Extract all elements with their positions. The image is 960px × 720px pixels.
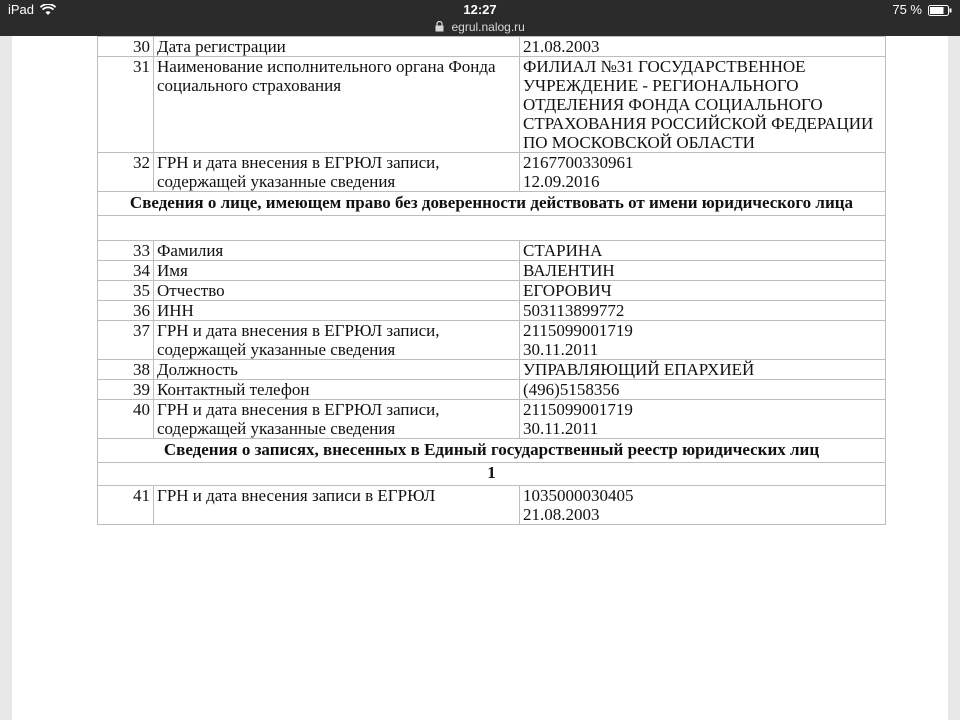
row-number: 39 bbox=[98, 380, 154, 400]
page-margin-right bbox=[948, 36, 960, 720]
table-row bbox=[98, 37, 886, 57]
grn-number: 2115099001719 bbox=[523, 400, 633, 419]
field-value bbox=[520, 400, 886, 439]
field-value: УПРАВЛЯЮЩИЙ ЕПАРХИЕЙ bbox=[520, 360, 886, 380]
table-row bbox=[98, 153, 886, 192]
field-name: ГРН и дата внесения в ЕГРЮЛ записи, содержащей указанные сведения bbox=[154, 400, 520, 439]
field-name: ИНН bbox=[154, 301, 520, 321]
clock: 12:27 bbox=[463, 2, 497, 17]
section-title-person: Сведения о лице, имеющем право без доверенности действовать от имени юридического лица bbox=[98, 192, 886, 216]
battery-percent: 75 % bbox=[892, 2, 922, 17]
field-name: ГРН и дата внесения записи в ЕГРЮЛ bbox=[154, 486, 520, 525]
row-number: 33 bbox=[98, 241, 154, 261]
blank-row bbox=[98, 216, 886, 241]
record-index-row bbox=[98, 463, 886, 486]
field-value bbox=[520, 321, 886, 360]
field-name: ГРН и дата внесения в ЕГРЮЛ записи, содержащей указанные сведения bbox=[154, 153, 520, 192]
address-bar[interactable] bbox=[0, 20, 960, 36]
field-name: Должность bbox=[154, 360, 520, 380]
field-value bbox=[520, 486, 886, 525]
field-name: Имя bbox=[154, 261, 520, 281]
field-name: Дата регистрации bbox=[154, 37, 520, 57]
lock-icon bbox=[435, 21, 444, 35]
row-number: 41 bbox=[98, 486, 154, 525]
field-name: Отчество bbox=[154, 281, 520, 301]
section-header bbox=[98, 439, 886, 463]
status-bar bbox=[0, 0, 960, 20]
row-number: 32 bbox=[98, 153, 154, 192]
url-text: egrul.nalog.ru bbox=[451, 20, 525, 34]
field-value: 503113899772 bbox=[520, 301, 886, 321]
grn-number: 2115099001719 bbox=[523, 321, 633, 340]
table-row bbox=[98, 57, 886, 153]
field-name: Наименование исполнительного органа Фонда социального страхования bbox=[154, 57, 520, 153]
field-value: ФИЛИАЛ №31 ГОСУДАРСТВЕННОЕ УЧРЕЖДЕНИЕ - РЕГИОНАЛЬНОГО ОТДЕЛЕНИЯ ФОНДА СОЦИАЛЬНОГО СТРАХОВАНИЯ РОССИЙСКОЙ ФЕДЕРАЦИИ ПО МОСКОВСКОЙ ОБЛАСТИ bbox=[520, 57, 886, 153]
field-value: 21.08.2003 bbox=[520, 37, 886, 57]
row-number: 36 bbox=[98, 301, 154, 321]
table-row bbox=[98, 380, 886, 400]
field-value: (496)5158356 bbox=[520, 380, 886, 400]
row-number: 35 bbox=[98, 281, 154, 301]
row-number: 40 bbox=[98, 400, 154, 439]
grn-number: 1035000030405 bbox=[523, 486, 634, 505]
row-number: 31 bbox=[98, 57, 154, 153]
table-row bbox=[98, 486, 886, 525]
section-header bbox=[98, 192, 886, 216]
field-value: СТАРИНА bbox=[520, 241, 886, 261]
field-value: ВАЛЕНТИН bbox=[520, 261, 886, 281]
battery-icon bbox=[928, 5, 952, 16]
egrul-table bbox=[97, 36, 886, 525]
field-name: ГРН и дата внесения в ЕГРЮЛ записи, содержащей указанные сведения bbox=[154, 321, 520, 360]
table-row bbox=[98, 301, 886, 321]
row-number: 38 bbox=[98, 360, 154, 380]
grn-date: 21.08.2003 bbox=[523, 505, 600, 524]
table-row bbox=[98, 360, 886, 380]
device-name: iPad bbox=[8, 2, 35, 17]
row-number: 30 bbox=[98, 37, 154, 57]
field-value bbox=[520, 153, 886, 192]
record-index: 1 bbox=[98, 463, 886, 486]
field-name: Фамилия bbox=[154, 241, 520, 261]
field-value: ЕГОРОВИЧ bbox=[520, 281, 886, 301]
table-row bbox=[98, 400, 886, 439]
table-row bbox=[98, 261, 886, 281]
grn-number: 2167700330961 bbox=[523, 153, 634, 172]
section-title-records: Сведения о записях, внесенных в Единый государственный реестр юридических лиц bbox=[98, 439, 886, 463]
grn-date: 30.11.2011 bbox=[523, 419, 599, 438]
row-number: 34 bbox=[98, 261, 154, 281]
table-row bbox=[98, 281, 886, 301]
page-margin-left bbox=[0, 36, 12, 720]
grn-date: 30.11.2011 bbox=[523, 340, 599, 359]
row-number: 37 bbox=[98, 321, 154, 360]
table-row bbox=[98, 241, 886, 261]
grn-date: 12.09.2016 bbox=[523, 172, 600, 191]
table-row bbox=[98, 321, 886, 360]
field-name: Контактный телефон bbox=[154, 380, 520, 400]
